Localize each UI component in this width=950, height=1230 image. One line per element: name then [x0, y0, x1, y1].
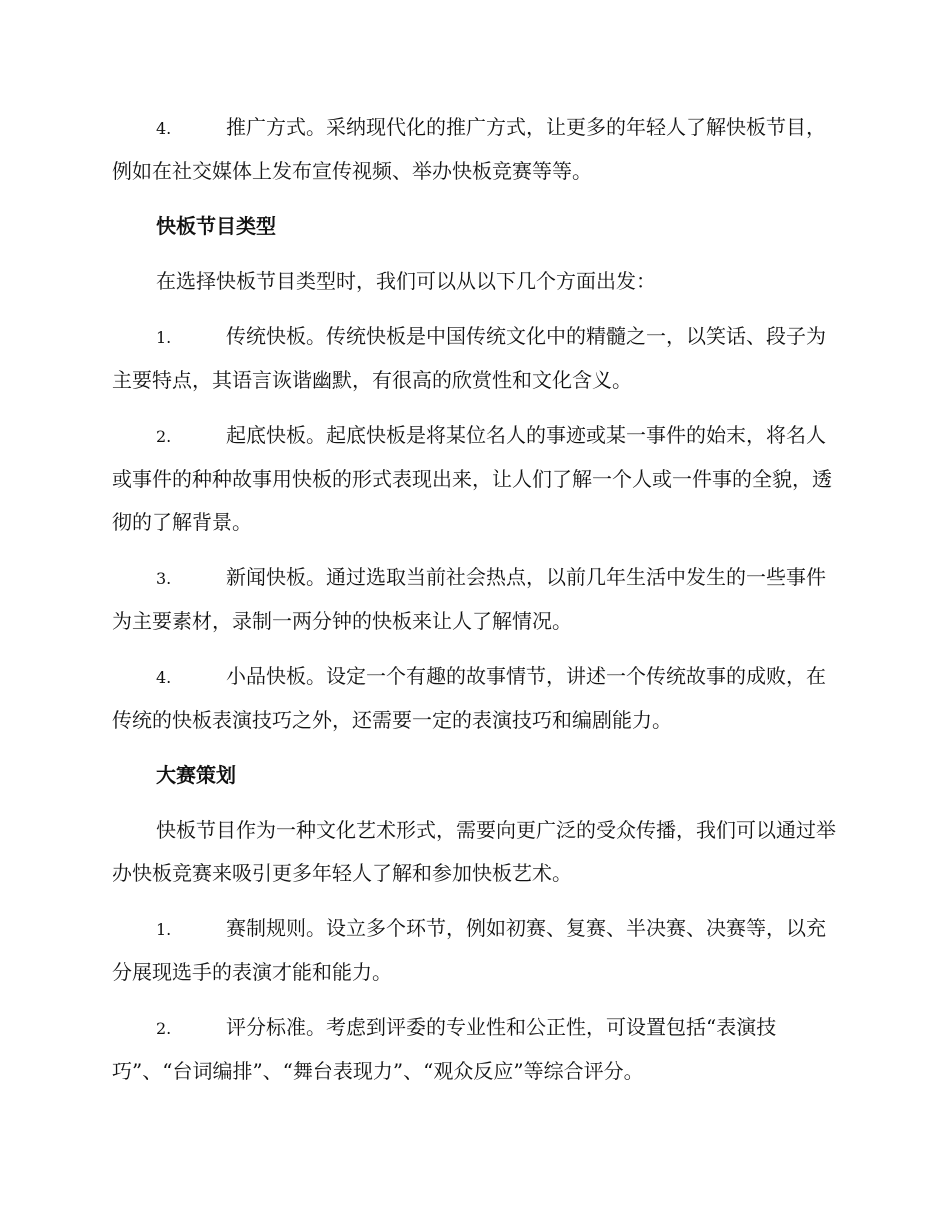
list-number: 3.: [156, 569, 172, 588]
list-text: 传统快板。传统快板是中国传统文化中的精髓之一，以笑话、段子为主要特点，其语言诙谐幽默，有很高的欣赏性和文化含义。: [112, 324, 826, 392]
list-text: 赛制规则。设立多个环节，例如初赛、复赛、半决赛、决赛等，以充分展现选手的表演才能和能力。: [112, 916, 826, 984]
list-number: 1.: [156, 920, 172, 939]
list-text: 新闻快板。通过选取当前社会热点，以前几年生活中发生的一些事件为主要素材，录制一两分钟的快板来让人了解情况。: [112, 565, 826, 633]
list-number: 2.: [156, 427, 172, 446]
list-item-sketch: [112, 655, 836, 742]
list-number: 2.: [156, 1019, 172, 1038]
paragraph-types-intro: 在选择快板节目类型时，我们可以从以下几个方面出发：: [156, 269, 656, 293]
list-item-traditional: [112, 315, 836, 402]
list-number: 1.: [156, 328, 172, 347]
list-text: 推广方式。采纳现代化的推广方式，让更多的年轻人了解快板节目，例如在社交媒体上发布宣传视频、举办快板竞赛等等。: [112, 115, 826, 183]
paragraph-contest-intro: 快板节目作为一种文化艺术形式，需要向更广泛的受众传播，我们可以通过举办快板竞赛来吸引更多年轻人了解和参加快板艺术。: [112, 818, 836, 885]
section-heading-contest: 大赛策划: [156, 763, 236, 787]
list-text: 评分标准。考虑到评委的专业性和公正性，可设置包括“表演技巧”、“台词编排”、“舞台表现力”、“观众反应”等综合评分。: [112, 1015, 777, 1083]
list-number: 4.: [156, 668, 172, 687]
list-item-scoring: [112, 1006, 836, 1093]
list-item-news: [112, 556, 836, 643]
list-item-promotion: [112, 106, 836, 193]
section-heading-types: 快板节目类型: [156, 214, 276, 238]
list-item-rules: [112, 907, 836, 994]
list-item-qidi: [112, 414, 836, 544]
list-text: 起底快板。起底快板是将某位名人的事迹或某一事件的始末，将名人或事件的种种故事用快板的形式表现出来，让人们了解一个人或一件事的全貌，透彻的了解背景。: [112, 423, 832, 534]
list-number: 4.: [156, 119, 172, 138]
document-body: [112, 106, 836, 1105]
list-text: 小品快板。设定一个有趣的故事情节，讲述一个传统故事的成败，在传统的快板表演技巧之外，还需要一定的表演技巧和编剧能力。: [112, 664, 826, 732]
